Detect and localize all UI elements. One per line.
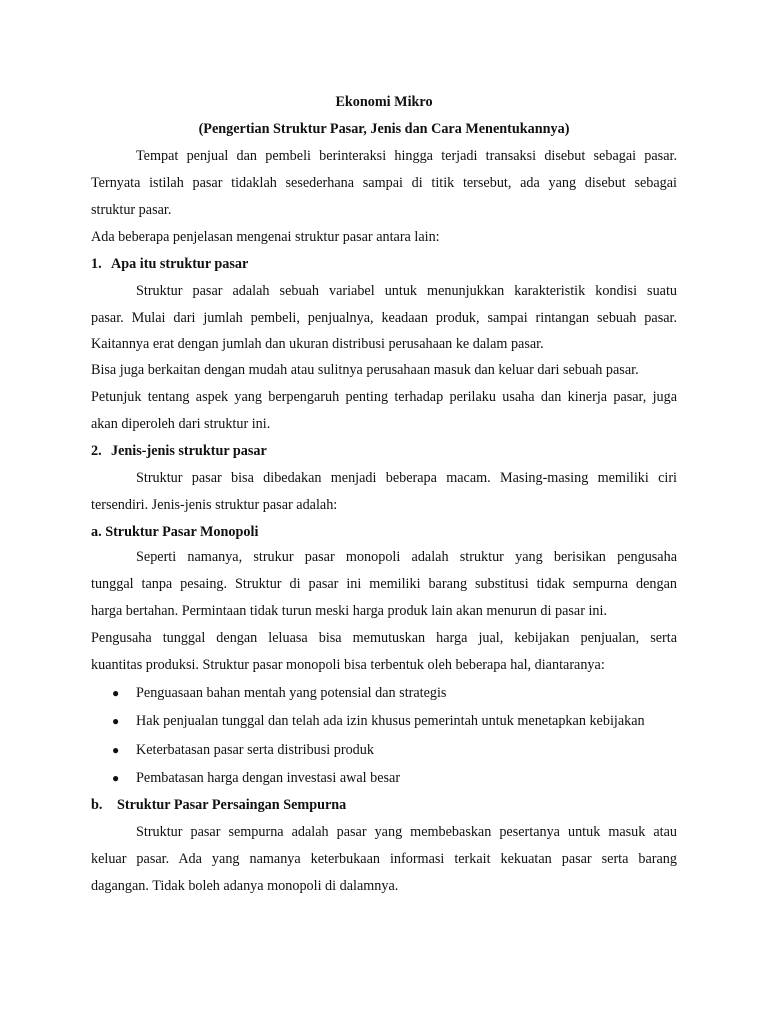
section-b-title: Struktur Pasar Persaingan Sempurna [117, 797, 347, 813]
list-item-text: Penguasaan bahan mentah yang potensial dan strategis [136, 685, 447, 701]
list-item-text: Keterbatasan pasar serta distribusi produk [136, 742, 374, 758]
section-1-line-3: Kaitannya erat dengan jumlah dan ukuran distribusi perusahaan ke dalam pasar. [91, 336, 544, 352]
section-1-line-2: pasar. Mulai dari jumlah pembeli, penjualnya, keadaan produk, sampai rintangan sebuah pasar. [91, 310, 677, 326]
list-item-text: Pembatasan harga dengan investasi awal besar [136, 770, 401, 786]
section-2-number: 2. [91, 443, 102, 459]
section-a-line-3: harga bertahan. Permintaan tidak turun meski harga produk lain akan menurun di pasar ini. [91, 603, 607, 619]
section-1-heading [91, 254, 248, 274]
bullet-icon: ● [112, 686, 120, 700]
list-item [112, 740, 374, 760]
document-title: Ekonomi Mikro [335, 94, 433, 110]
section-1-line-4: Bisa juga berkaitan dengan mudah atau sulitnya perusahaan masuk dan keluar dari sebuah pasar. [91, 362, 639, 378]
section-a-line-1: Seperti namanya, strukur pasar monopoli adalah struktur yang berisikan pengusaha [136, 549, 677, 565]
section-b-line-3: dagangan. Tidak boleh adanya monopoli di dalamnya. [91, 878, 399, 894]
section-2-title: Jenis-jenis struktur pasar [111, 443, 267, 459]
section-1-line-6: akan diperoleh dari struktur ini. [91, 416, 271, 432]
section-2-line-2: tersendiri. Jenis-jenis struktur pasar adalah: [91, 497, 338, 513]
section-1-number: 1. [91, 256, 102, 272]
section-a-line-5: kuantitas produksi. Struktur pasar monopoli bisa terbentuk oleh beberapa hal, diantaranya: [91, 657, 605, 673]
section-b-line-2: keluar pasar. Ada yang namanya keterbukaan informasi terkait kekuatan pasar serta barang [91, 851, 677, 867]
section-b-heading [91, 795, 346, 815]
list-item [112, 768, 400, 788]
section-a-heading: a. Struktur Pasar Monopoli [91, 524, 259, 540]
intro-line-2: Ternyata istilah pasar tidaklah sesederhana sampai di titik tersebut, ada yang disebut sebagai [91, 175, 677, 191]
intro-line-1: Tempat penjual dan pembeli berinteraksi hingga terjadi transaksi disebut sebagai pasar. [136, 148, 677, 164]
section-1-line-5: Petunjuk tentang aspek yang berpengaruh penting terhadap perilaku usaha dan kinerja pasar, juga [91, 389, 677, 405]
intro-line-3: struktur pasar. [91, 202, 172, 218]
section-2-line-1: Struktur pasar bisa dibedakan menjadi beberapa macam. Masing-masing memiliki ciri [136, 470, 677, 486]
list-item-text: Hak penjualan tunggal dan telah ada izin khusus pemerintah untuk menetapkan kebijakan [136, 713, 645, 729]
section-2-heading [91, 441, 267, 461]
section-1-line-1: Struktur pasar adalah sebuah variabel untuk menunjukkan karakteristik kondisi suatu [136, 283, 677, 299]
section-b-letter: b. [91, 797, 103, 813]
section-b-line-1: Struktur pasar sempurna adalah pasar yang membebaskan pesertanya untuk masuk atau [136, 824, 677, 840]
section-a-line-4: Pengusaha tunggal dengan leluasa bisa memutuskan harga jual, kebijakan penjualan, serta [91, 630, 677, 646]
list-item [112, 683, 446, 703]
intro-line-4: Ada beberapa penjelasan mengenai struktur pasar antara lain: [91, 229, 440, 245]
document-subtitle: (Pengertian Struktur Pasar, Jenis dan Cara Menentukannya) [198, 121, 570, 137]
bullet-icon: ● [112, 771, 120, 785]
bullet-icon: ● [112, 743, 120, 757]
list-item [112, 711, 645, 731]
section-1-title: Apa itu struktur pasar [111, 256, 249, 272]
section-a-line-2: tunggal tanpa pesaing. Struktur di pasar ini memiliki barang substitusi tidak sempurna dengan [91, 576, 677, 592]
bullet-icon: ● [112, 714, 120, 728]
